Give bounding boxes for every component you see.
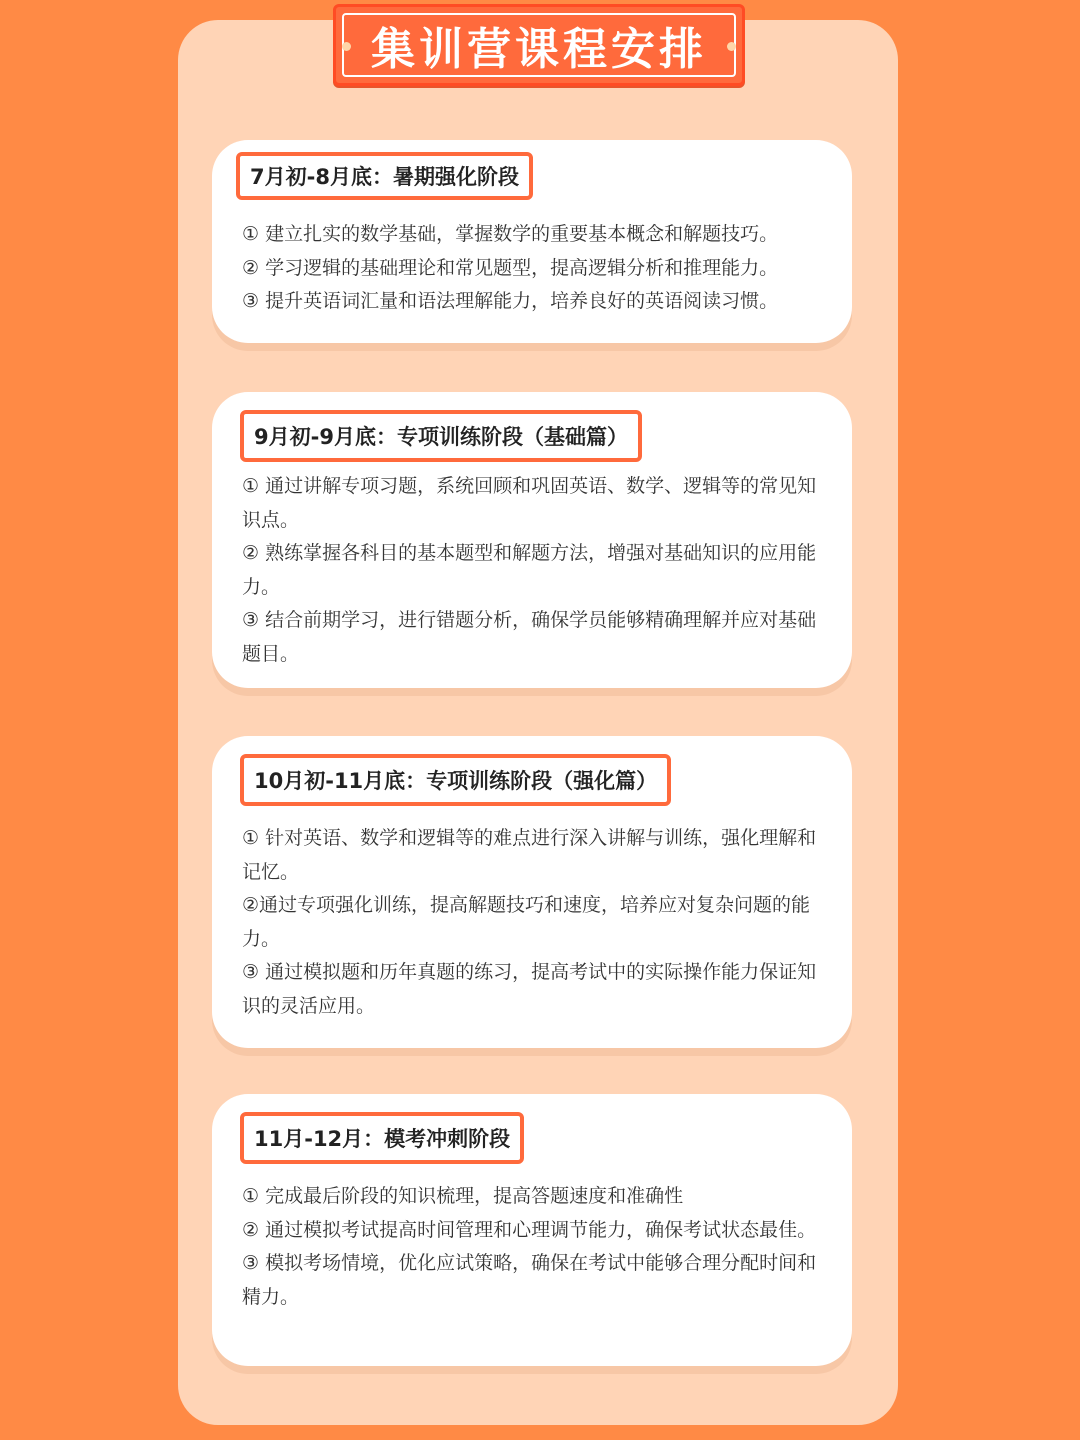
stage-title-1: 7月初-8月底：暑期强化阶段 (236, 152, 533, 200)
stage-item: ① 建立扎实的数学基础，掌握数学的重要基本概念和解题技巧。 (242, 223, 779, 245)
stage-item: ② 熟练掌握各科目的基本题型和解题方法，增强对基础知识的应用能力。 (242, 542, 817, 598)
stage-card-4 (212, 1094, 852, 1366)
stage-items-2 (242, 470, 834, 671)
stage-item: ③ 模拟考场情境，优化应试策略，确保在考试中能够合理分配时间和精力。 (242, 1252, 817, 1308)
stage-item: ① 完成最后阶段的知识梳理，提高答题速度和准确性 (242, 1185, 684, 1207)
stage-card-2 (212, 392, 852, 688)
stage-card-3 (212, 736, 852, 1048)
stage-item: ③ 结合前期学习，进行错题分析，确保学员能够精确理解并应对基础题目。 (242, 609, 817, 665)
stage-item: ③ 提升英语词汇量和语法理解能力，培养良好的英语阅读习惯。 (242, 290, 779, 312)
stage-item: ②通过专项强化训练，提高解题技巧和速度，培养应对复杂问题的能力。 (242, 894, 811, 950)
left-dot-decoration (342, 42, 351, 51)
stage-item: ② 通过模拟考试提高时间管理和心理调节能力，确保考试状态最佳。 (242, 1218, 817, 1241)
title-banner (333, 4, 745, 86)
stage-card-1 (212, 140, 852, 343)
stage-item: ② 学习逻辑的基础理论和常见题型，提高逻辑分析和推理能力。 (242, 256, 779, 279)
stage-item: ① 通过讲解专项习题，系统回顾和巩固英语、数学、逻辑等的常见知识点。 (242, 475, 817, 531)
page-title: 集训营课程安排 (371, 24, 707, 75)
stage-title-2: 9月初-9月底：专项训练阶段（基础篇） (240, 410, 642, 462)
stage-title-3: 10月初-11月底：专项训练阶段（强化篇） (240, 754, 671, 806)
stage-title-4: 11月-12月：模考冲刺阶段 (240, 1112, 524, 1164)
right-dot-decoration (727, 42, 736, 51)
stage-items-3 (242, 822, 834, 1023)
stage-item: ③ 通过模拟题和历年真题的练习，提高考试中的实际操作能力保证知识的灵活应用。 (242, 961, 817, 1017)
stage-items-4 (242, 1180, 834, 1314)
stage-items-1 (242, 218, 834, 319)
stage-item: ① 针对英语、数学和逻辑等的难点进行深入讲解与训练，强化理解和记忆。 (242, 827, 817, 883)
